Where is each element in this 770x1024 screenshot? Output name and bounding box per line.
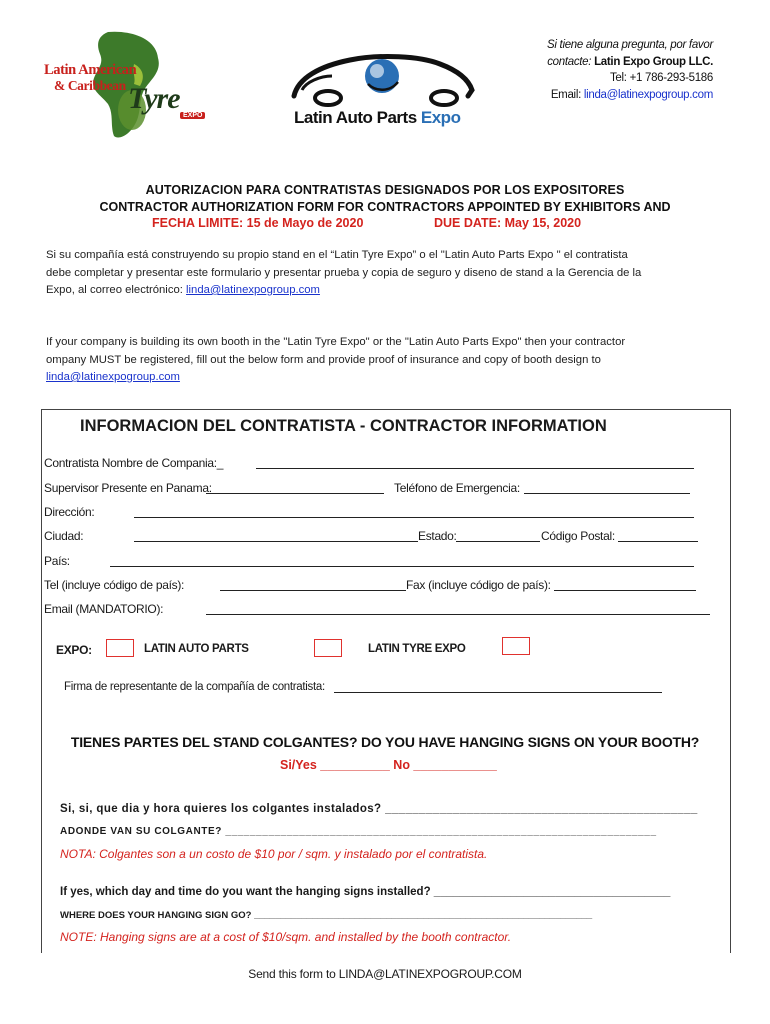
hanging-question-en-day[interactable]: If yes, which day and time do you want the hanging signs installed? _____________________________________ bbox=[60, 886, 671, 898]
intro-es-email-link[interactable]: linda@latinexpogroup.com bbox=[186, 284, 320, 296]
intro-es-line3 bbox=[46, 282, 696, 300]
signature-field[interactable] bbox=[334, 692, 662, 693]
fax-field[interactable] bbox=[554, 590, 696, 591]
hanging-note-en: NOTE: Hanging signs are at a cost of $10/sqm. and installed by the booth contractor. bbox=[60, 930, 512, 944]
intro-es-line2: debe completar y presentar este formulario y presentar prueba y copia de seguro y diseno de stand a la Gerencia de la bbox=[46, 266, 642, 279]
tyre-logo-line2: & Caribbean bbox=[54, 78, 126, 93]
intro-es-line1: Si su compañía está construyendo su propio stand en el “Latin Tyre Expo” o el "Latin Auto Parts Expo " el contratista bbox=[46, 249, 628, 261]
hanging-yes-no[interactable]: Si/Yes __________ No ____________ bbox=[280, 758, 497, 772]
address-field[interactable] bbox=[134, 517, 694, 518]
emergency-phone-field[interactable] bbox=[524, 493, 690, 494]
auto-logo-text bbox=[294, 108, 460, 128]
latin-tyre-expo-checkbox[interactable] bbox=[314, 639, 342, 657]
latin-auto-parts-checkbox[interactable] bbox=[106, 639, 134, 657]
tel-field[interactable] bbox=[220, 590, 406, 591]
contact-line2 bbox=[470, 54, 713, 71]
intro-en-email-link[interactable]: linda@latinexpogroup.com bbox=[46, 371, 180, 383]
contact-prefix: contacte: bbox=[547, 55, 595, 68]
country-label: País: bbox=[44, 554, 70, 568]
contact-email-row bbox=[470, 87, 713, 104]
tyre-logo-badge: EXPO bbox=[180, 112, 205, 119]
expo-label: EXPO: bbox=[56, 643, 92, 657]
intro-en-line1: If your company is building its own booth in the "Latin Tyre Expo" or the "Latin Auto Parts Expo" then your contractor bbox=[46, 336, 626, 348]
postal-code-label: Código Postal: bbox=[541, 529, 615, 543]
supervisor-label: Supervisor Presente en Panama: bbox=[44, 481, 212, 495]
deadline-en: DUE DATE: May 15, 2020 bbox=[434, 216, 582, 230]
supervisor-field[interactable] bbox=[206, 493, 384, 494]
postal-code-field[interactable] bbox=[618, 541, 698, 542]
form-box-right-edge bbox=[730, 768, 731, 828]
deadline-es: FECHA LIMITE: 15 de Mayo de 2020 bbox=[152, 216, 364, 230]
latin-tyre-expo-option: LATIN TYRE EXPO bbox=[368, 643, 466, 655]
tyre-logo-line1: Latin American bbox=[44, 62, 137, 78]
contact-email-link[interactable]: linda@latinexpogroup.com bbox=[583, 88, 713, 101]
tyre-logo-word: Tyre bbox=[128, 82, 180, 115]
country-field[interactable] bbox=[110, 566, 694, 567]
contact-tel: Tel: +1 786-293-5186 bbox=[609, 72, 713, 84]
title-en: CONTRACTOR AUTHORIZATION FORM FOR CONTRACTORS APPOINTED BY EXHIBITORS AND bbox=[99, 200, 671, 214]
emergency-phone-label: Teléfono de Emergencia: bbox=[394, 481, 520, 495]
auto-logo-text-a: Latin Auto Parts bbox=[294, 108, 421, 127]
contact-email-label: Email: bbox=[550, 88, 584, 101]
contractor-section-title: INFORMACION DEL CONTRATISTA - CONTRACTOR INFORMATION bbox=[80, 417, 607, 435]
company-name-label: Contratista Nombre de Compania:_ bbox=[44, 456, 224, 470]
hanging-question-es-day[interactable]: Si, si, que dia y hora quieres los colgantes instalados? ______________________________________________ bbox=[60, 803, 698, 815]
contact-company: Latin Expo Group LLC. bbox=[594, 55, 713, 68]
latin-auto-parts-option: LATIN AUTO PARTS bbox=[144, 643, 249, 655]
address-label: Dirección: bbox=[44, 505, 95, 519]
tel-label: Tel (incluye código de país): bbox=[44, 578, 185, 592]
title-es: AUTORIZACION PARA CONTRATISTAS DESIGNADOS POR LOS EXPOSITORES bbox=[145, 183, 625, 197]
hanging-note-es: NOTA: Colgantes son a un costo de $10 por / sqm. y instalado por el contratista. bbox=[60, 847, 488, 861]
fax-label: Fax (incluye código de país): bbox=[406, 578, 551, 592]
state-label: Estado: bbox=[418, 529, 457, 543]
company-name-field[interactable] bbox=[256, 468, 694, 469]
hanging-signs-title: TIENES PARTES DEL STAND COLGANTES? DO YOU HAVE HANGING SIGNS ON YOUR BOOTH? bbox=[70, 734, 700, 750]
intro-en bbox=[46, 334, 696, 387]
city-label: Ciudad: bbox=[44, 529, 84, 543]
intro-es bbox=[46, 247, 696, 300]
contact-line1: Si tiene alguna pregunta, por favor bbox=[547, 39, 713, 51]
intro-en-line2: ompany MUST be registered, fill out the below form and provide proof of insurance and copy of booth design to bbox=[46, 353, 601, 366]
extra-checkbox[interactable] bbox=[502, 637, 530, 655]
auto-logo-text-b: Expo bbox=[420, 108, 461, 127]
email-field[interactable] bbox=[206, 614, 710, 615]
city-field[interactable] bbox=[134, 541, 418, 542]
state-field[interactable] bbox=[456, 541, 540, 542]
footer-send-to: Send this form to LINDA@LATINEXPOGROUP.COM bbox=[248, 967, 522, 981]
intro-es-line3-text: Expo, al correo electrónico: bbox=[46, 284, 187, 296]
hanging-question-en-where[interactable]: WHERE DOES YOUR HANGING SIGN GO? ________________________________________________________________ bbox=[60, 910, 593, 921]
contact-block bbox=[470, 37, 713, 103]
hanging-question-es-where[interactable]: ADONDE VAN SU COLGANTE? ______________________________________________________________________ bbox=[60, 826, 657, 837]
signature-label: Firma de representante de la compañía de contratista: bbox=[64, 681, 325, 693]
email-label: Email (MANDATORIO): bbox=[44, 602, 164, 616]
